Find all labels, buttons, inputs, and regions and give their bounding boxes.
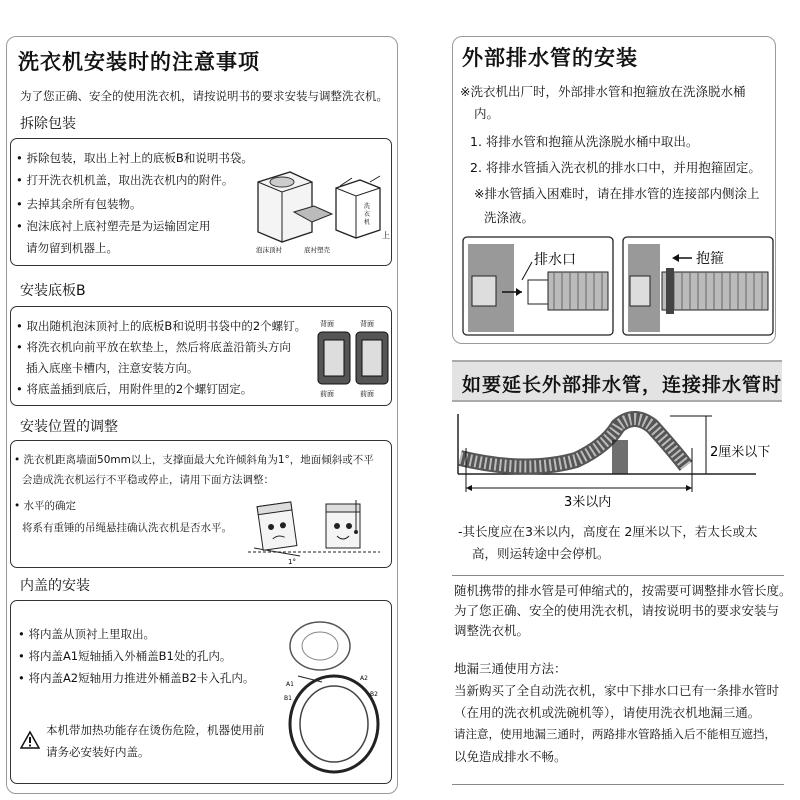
- svg-text:机: 机: [364, 219, 371, 226]
- hose-para-line-3: 调整洗衣机。: [454, 623, 530, 638]
- lid-item-3: • 将内盖A2短轴用力推进外桶盖B2卡入孔内。: [18, 671, 255, 685]
- intro-text: 为了您正确、安全的使用洗衣机，请按说明书的要求安装与调整洗衣机。: [20, 89, 388, 103]
- level-check-illustration: [244, 496, 384, 566]
- position-item-2-cont: 将系有重锤的吊绳悬挂确认洗衣机是否水平。: [22, 522, 232, 534]
- back-label-1: 背面: [320, 320, 334, 328]
- outlet-label: 排水口: [534, 252, 576, 268]
- base-item-2-cont: 插入底座卡槽内，注意安装方向。: [26, 361, 199, 375]
- hose-extension-diagram: [456, 408, 786, 516]
- back-label-2: 背面: [360, 320, 374, 328]
- drain-hose-title: 外部排水管的安装: [462, 46, 638, 70]
- base-heading: 安装底板B: [20, 283, 86, 299]
- unpack-item-3: • 去掉其余所有包装物。: [16, 197, 142, 211]
- extend-note-1: -其长度应在3米以内，高度在 2厘米以下，若太长或太: [458, 524, 758, 539]
- position-item-2: • 水平的确定: [14, 500, 77, 512]
- svg-text:洗: 洗: [364, 203, 371, 210]
- hose-clamp-diagram: [622, 236, 774, 336]
- svg-text:衣: 衣: [364, 211, 371, 218]
- base-plate-illustration: [314, 316, 390, 402]
- height-limit-label: 2厘米以下: [710, 445, 771, 460]
- unpack-item-1: • 拆除包装，取出上衬上的底板B和说明书袋。: [16, 151, 253, 165]
- base-item-3: • 将底盖插到底后，用附件里的2个螺钉固定。: [16, 382, 253, 396]
- drain-step-1: 1. 将排水管和抱箍从洗涤脱水桶中取出。: [470, 134, 699, 149]
- lid-item-1: • 将内盖从顶衬上里取出。: [18, 627, 155, 641]
- lid-item-2: • 将内盖A1短轴插入外桶盖B1处的孔内。: [18, 649, 232, 663]
- position-item-1-cont: 会造成洗衣机运行不平稳或停止，请用下面方法调整：: [22, 474, 274, 486]
- inner-lid-illustration: [282, 612, 388, 780]
- base-item-2: • 将洗衣机向前平放在软垫上，然后将底盖沿箭头方向: [16, 340, 291, 354]
- clamp-label: 抱箍: [696, 251, 724, 267]
- front-label-2: 前面: [360, 390, 374, 398]
- drain-step-2: 2. 将排水管插入洗衣机的排水口中，并用抱箍固定。: [470, 160, 761, 175]
- drain-note-cont: 洗涤液。: [484, 210, 535, 225]
- unpack-item-4-cont: 请勿留到机器上。: [26, 241, 118, 255]
- a1-label: A1: [286, 681, 294, 688]
- drain-note: ※排水管插入困难时，请在排水管的连接部内侧涂上: [474, 186, 760, 201]
- floor-drain-line-4: 以免造成排水不畅。: [454, 749, 567, 764]
- unpack-item-2: • 打开洗衣机机盖，取出洗衣机内的附件。: [16, 173, 234, 187]
- extend-hose-title: 如要延长外部排水管，连接排水管时: [452, 360, 782, 402]
- drain-line-1: ※洗衣机出厂时，外部排水管和抱箍放在洗涤脱水桶: [460, 84, 746, 99]
- warning-icon: [20, 730, 40, 750]
- left-page-title: 洗衣机安装时的注意事项: [18, 50, 260, 74]
- a2-label: A2: [360, 675, 368, 682]
- unpack-item-4: • 泡沫底衬上底衬塑壳是为运输固定用: [16, 219, 211, 233]
- up-arrow-label: 上: [382, 231, 390, 240]
- floor-drain-heading: 地漏三通使用方法：: [454, 661, 567, 676]
- base-shell-label: 底衬塑壳: [304, 246, 330, 254]
- base-item-1: • 取出随机泡沫顶衬上的底板B和说明书袋中的2个螺钉。: [16, 319, 307, 333]
- warning-line-1: 本机带加热功能存在烫伤危险，机器使用前: [46, 723, 265, 737]
- hose-para-line-1: 随机携带的排水管是可伸缩式的，按需要可调整排水管长度。: [454, 583, 792, 598]
- extend-note-2: 高，则运转途中会停机。: [472, 546, 610, 561]
- drain-outlet-diagram: [462, 236, 614, 336]
- floor-drain-line-3: 请注意，使用地漏三通时，两路排水管路插入后不能相互遮挡，: [454, 727, 776, 741]
- b2-label: B2: [370, 691, 378, 698]
- front-label-1: 前面: [320, 390, 334, 398]
- length-limit-label: 3米以内: [564, 495, 612, 510]
- drain-line-1-cont: 内。: [474, 106, 500, 121]
- unpack-heading: 拆除包装: [20, 116, 76, 132]
- floor-drain-line-1: 当新购买了全自动洗衣机，家中下排水口已有一条排水管时: [454, 683, 780, 698]
- b1-label: B1: [284, 695, 292, 702]
- warning-line-2: 请务必安装好内盖。: [46, 745, 150, 759]
- lid-heading: 内盖的安装: [20, 578, 90, 594]
- floor-drain-line-2: （在用的洗衣机或洗碗机等），请使用洗衣机地漏三通。: [454, 705, 761, 720]
- position-heading: 安装位置的调整: [20, 419, 118, 435]
- foam-top-label: 泡沫顶衬: [256, 246, 282, 254]
- position-item-1: • 洗衣机距离墙面50mm以上，支撑面最大允许倾斜角为1°，地面倾斜或不平: [14, 454, 374, 466]
- unpack-illustration: [252, 160, 392, 256]
- tilt-angle: 1°: [288, 558, 296, 566]
- hose-para-line-2: 为了您正确、安全的使用洗衣机，请按说明书的要求安装与: [454, 603, 780, 618]
